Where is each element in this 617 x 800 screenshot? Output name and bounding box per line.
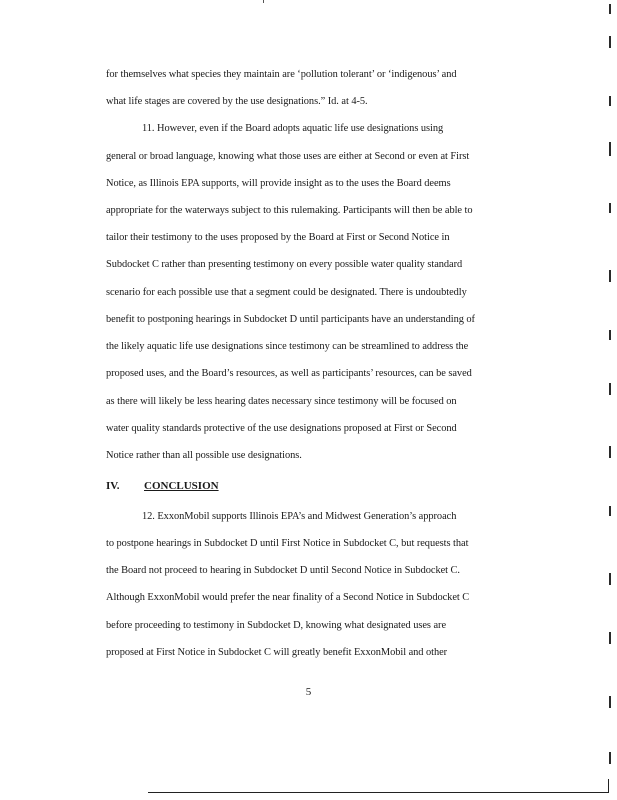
body-line: before proceeding to testimony in Subdocket D, knowing what designated uses are: [106, 620, 447, 631]
body-line: Notice, as Illinois EPA supports, will provide insight as to the uses the Board deems: [106, 178, 451, 189]
scan-artifact: [263, 0, 264, 3]
scan-edge-mark: [609, 573, 611, 585]
scan-edge-mark: [609, 383, 611, 395]
scan-edge-mark: [609, 696, 611, 708]
scan-edge-mark: [609, 142, 611, 156]
page-number: 5: [305, 686, 312, 698]
body-line: scenario for each possible use that a segment could be designated. There is undoubtedly: [106, 287, 467, 298]
body-line: the likely aquatic life use designations since testimony can be streamlined to address the: [106, 341, 469, 352]
body-line: appropriate for the waterways subject to this rulemaking. Participants will then be able to: [106, 205, 473, 216]
body-line: to postpone hearings in Subdocket D until First Notice in Subdocket C, but requests that: [106, 538, 469, 549]
scan-edge-mark: [609, 4, 611, 14]
scan-edge-mark: [609, 270, 611, 282]
body-line: benefit to postponing hearings in Subdocket D until participants have an understanding of: [106, 314, 475, 325]
scan-edge-mark: [609, 632, 611, 644]
scan-edge-mark: [609, 203, 611, 213]
bottom-rule-corner: [608, 779, 609, 793]
body-line: what life stages are covered by the use designations.” Id. at 4-5.: [106, 96, 368, 107]
scan-edge-mark: [609, 506, 611, 516]
scan-edge-mark: [609, 36, 611, 48]
scan-edge-mark: [609, 752, 611, 764]
body-line: proposed at First Notice in Subdocket C will greatly benefit ExxonMobil and other: [106, 647, 448, 658]
section-heading: [106, 480, 219, 492]
body-line: the Board not proceed to hearing in Subdocket D until Second Notice in Subdocket C.: [106, 565, 460, 576]
bottom-rule: [148, 792, 608, 793]
body-line: tailor their testimony to the uses proposed by the Board at First or Second Notice in: [106, 232, 450, 243]
section-number: IV.: [106, 480, 120, 492]
body-line: water quality standards protective of the use designations proposed at First or Second: [106, 423, 457, 434]
body-line: Although ExxonMobil would prefer the near finality of a Second Notice in Subdocket C: [106, 592, 470, 603]
body-line: as there will likely be less hearing dates necessary since testimony will be focused on: [106, 396, 457, 407]
body-line: for themselves what species they maintain are ‘pollution tolerant’ or ‘indigenous’ and: [106, 69, 457, 80]
body-line: Notice rather than all possible use designations.: [106, 450, 302, 461]
section-title: CONCLUSION: [144, 480, 219, 492]
scan-edge-mark: [609, 446, 611, 458]
scan-edge-mark: [609, 330, 611, 340]
paragraph-11-first-line: 11. However, even if the Board adopts aquatic life use designations using: [142, 123, 444, 134]
body-line: proposed uses, and the Board’s resources, as well as participants’ resources, can be saved: [106, 368, 472, 379]
paragraph-12-first-line: 12. ExxonMobil supports Illinois EPA’s and Midwest Generation’s approach: [142, 511, 457, 522]
body-line: Subdocket C rather than presenting testimony on every possible water quality standard: [106, 259, 463, 270]
body-line: general or broad language, knowing what those uses are either at Second or even at First: [106, 151, 470, 162]
scan-edge-mark: [609, 96, 611, 106]
